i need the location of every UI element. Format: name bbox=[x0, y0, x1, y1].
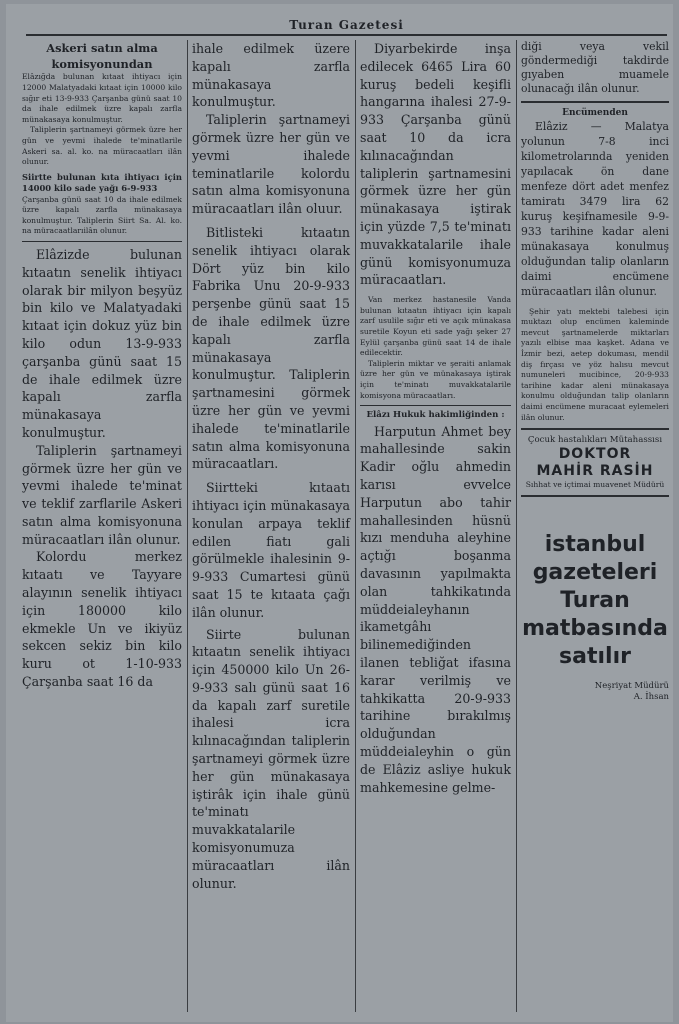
notice-text: Şehir yatı mektebi talebesi için muktazı olup encümen kaleminde mevcut şartnamelerde miktarları yazılı elbise maa kaşket. Adana ve İzmir bezi, aetep dokuması, mendil diş fırçası ve yöz halısu mevcut numuneleri mucibince, 20-9-933 tarihine kadar aleni münakasaya konulmu olduğundan talip olanların daimi encümene muracaat eylemeleri ilân olunur. bbox=[521, 306, 669, 422]
notice-text: Siirtte bulunan kıta ihtiyacı için 14000 kilo sade yağı 6-9-933 bbox=[22, 171, 182, 194]
notice-text: Taliplerin şartnameyi görmek üzre her gün ve yevmi ihalede teminatlarile kolordu satın alma komisyonuna müracaatları ilân oluur. bbox=[192, 112, 350, 217]
ad-line: Turan bbox=[560, 588, 630, 614]
notice-text: Elâziz — Malatya yolunun 7-8 inci kilometrolarında yeniden yapılacak ön dane menfeze dört adet menfez tamiratı 3479 lira 62 kuruş keşifnamesile 9-9-933 tarihine kadar aleni münakasaya konulmuş olduğundan talip olanların daimi encümene müracaatları ilân olunur. bbox=[521, 119, 669, 298]
notice-text: diği veya vekil göndermediği takdirde gıyaben muamele olunacağı ilân olunur. bbox=[521, 40, 669, 95]
notice-text: Bitlisteki kıtaatın senelik ihtiyacı olarak Dört yüz bin kilo Fabrika Unu 20-9-933 perşenbe günü saat 15 de ihale edilmek üzre kapalı zarfla münakasaya konulmuştur. Taliplerin şartnamesini görmek üzre her gün ve yevmi ihalede te'minatlarile satın alma komisyonuna müracaatları. bbox=[192, 224, 350, 472]
notice-text: Çarşanba günü saat 10 da ihale edilmek üzre kapalı zarfla münakasaya konulmuştur. Taliplerin Siirt Sa. Al. ko. na müracaatlarıilân olunur. bbox=[22, 194, 182, 236]
ad-line: istanbul bbox=[544, 532, 646, 558]
divider bbox=[521, 101, 669, 103]
notice-text: Siirtteki kıtaatı ihtiyacı için münakasaya konulan arpaya teklif edilen fiatı gali görülmekle ihalesinin 9-9-933 Cumartesi günü saat 15 te kıtaata çağı ilân olunur. bbox=[192, 480, 350, 620]
notice-text: Elâzizde bulunan kıtaatın senelik ihtiyacı olarak bir milyon beşyüz bin kilo ve Malatyadaki kıtaat için dokuz yüz bin kilo odun 13-9-933 çarşanba günü saat 15 de ihale edilmek üzre kapalı zarfla münakasaya konulmuştur. bbox=[22, 246, 182, 440]
notice-text: Taliplerin şartnameyi görmek üzre her gün ve yevmi ihalede te'minatlarile Askeri sa. al. ko. na müracaatları ilân olunur. bbox=[22, 125, 182, 167]
signature-name: A. İhsan bbox=[633, 692, 669, 703]
notice-text: Taliplerin şartnameyi görmek üzre her gün ve yevmi ihalede te'minat ve teklif zarflarile Askeri satın alma komisyonuna müracaatları ilân olunur. bbox=[22, 442, 182, 547]
notice-text: Siirte bulunan kıtaatın senelik ihtiyacı için 450000 kilo Un 26-9-933 salı günü saat 16 da kapalı zarf suretile ihalesi icra kılınacağından taliplerin şartnameyi görmek üzre her gün münakasaya iştirâk için ihale günü te'minatı muvakkatalarile komisyonumuza müracaatları ilân olunur. bbox=[192, 626, 350, 891]
ad-line: satılır bbox=[559, 644, 631, 670]
ad-doctor-title: DOKTOR bbox=[558, 445, 632, 462]
notice-text: Elâzığda bulunan kıtaat ihtiyacı için 12000 Malatyadaki kıtaat için 10000 kilo sığır eti 13-9-933 Çarşanba günü saat 10 da ihale edilmek üzre kapalı zarfla münakasaya konulmuştur. bbox=[22, 72, 182, 124]
masthead: Turan Gazetesi bbox=[26, 18, 667, 36]
ad-heading: Çocuk hastalıkları Mütahassısı bbox=[527, 435, 663, 446]
column-2 bbox=[187, 40, 354, 1012]
notice-heading: Encümenden bbox=[562, 108, 628, 118]
notice-heading: Askeri satın alma komisyonundan bbox=[46, 41, 158, 72]
ad-line: matbasında bbox=[522, 616, 668, 642]
column-4 bbox=[516, 40, 673, 1012]
notice-text: ihale edilmek üzere kapalı zarfla münakasaya konulmuştur. bbox=[192, 41, 350, 110]
newspaper-page bbox=[6, 4, 673, 1022]
notice-text: Diyarbekirde inşa edilecek 6465 Lira 60 kuruş bedeli keşifli hangarına ihalesi 27-9-933 Çarşanba günü saat 10 da icra kılınacağından taliplerin şartnamesini görmek üzre her gün münakasaya iştirak için yüzde 7,5 te'minatı muvakkatalarile ihale günü komisyonumuza müracaatları. bbox=[360, 41, 511, 288]
divider bbox=[22, 241, 182, 242]
divider bbox=[521, 495, 669, 497]
notice-text: Van merkez hastanesile Vanda bulunan kıtaatın ihtiyacı için kapalı zarf usulile sığır eti ve açık münakasa suretile Koyun eti sade yağı şeker 27 Eylül çarşanba günü saat 14 de ihale edilecektir. bbox=[360, 295, 511, 358]
notice-text: Taliplerin miktar ve şeraiti anlamak üzre her gün ve münakasaya iştirak için te'minatı muvakkatalarile komisyona müracaatları. bbox=[360, 358, 511, 400]
signature-title: Neşriyat Müdürü bbox=[594, 681, 669, 692]
divider bbox=[521, 428, 669, 430]
column-3 bbox=[355, 40, 515, 1012]
divider bbox=[360, 405, 511, 406]
signature bbox=[521, 681, 669, 703]
notice-text: Kolordu merkez kıtaatı ve Tayyare alayının senelik ihtiyacı için 180000 kilo ekmekle Un ve ikiyüz sekсen sekiz bin kilo kuru ot 1-10-933 Çarşanba saat 16 da bbox=[22, 549, 182, 690]
ad-doctor-name: MAHİR RASİH bbox=[536, 462, 654, 479]
istanbul-ad bbox=[521, 531, 669, 671]
notice-heading: Elâzı Hukuk hakimliğinden : bbox=[366, 410, 505, 421]
notice-text: Harputun Ahmet bey mahallesinde sakin Kadir oğlu ahmedin karısı evvelce Harputun abo tahir mahallesinden hüsnü kızı menduha aleyhine açtığı boşanma davasının yapılmakta olan tahkikatında müddeialeyhanın ikametgâhı bilinemediğinden ilanen tebliğat ifasına karar verilmiş ve tahkikatta 20-9-933 tarihine bırakılmış olduğundan müddeialeyhin o gün de Elâziz asliye hukuk mahkemesine gelme- bbox=[360, 423, 511, 795]
ad-line: gazeteleri bbox=[532, 560, 658, 586]
ad-subtitle: Sıhhat ve içtimai muavenet Müdürü bbox=[525, 479, 665, 489]
column-1 bbox=[18, 40, 186, 1012]
